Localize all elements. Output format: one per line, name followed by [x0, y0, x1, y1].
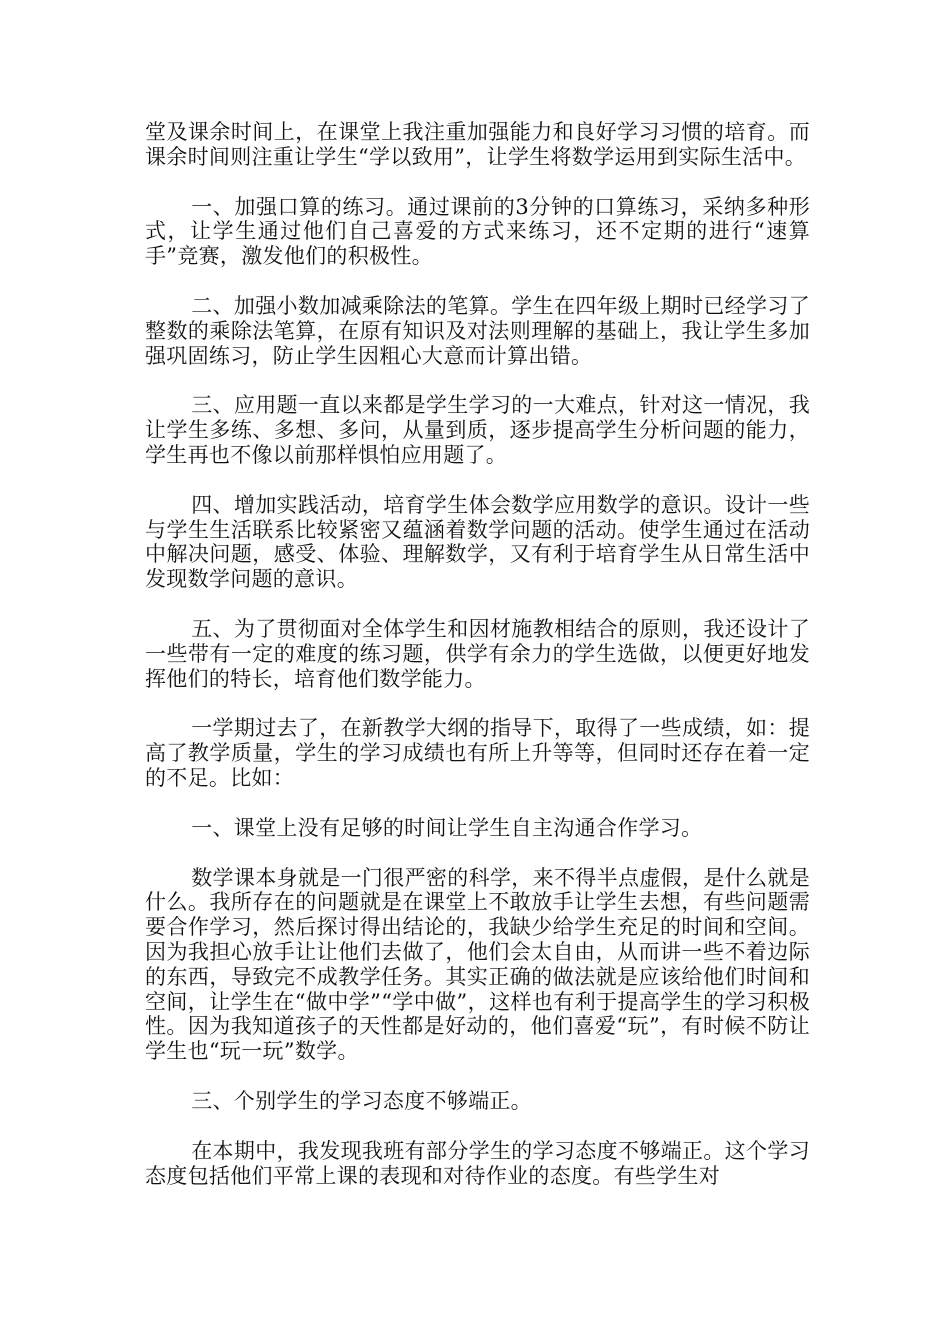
- paragraph-word-problems: 三、应用题一直以来都是学生学习的一大难点，针对这一情况，我让学生多练、多想、多问，从量到质，逐步提高学生分析问题的能力，学生再也不像以前那样惧怕应用题了。: [145, 393, 810, 467]
- paragraph-shortcoming-three: 三、个别学生的学习态度不够端正。: [191, 1088, 532, 1113]
- document-body: [145, 120, 810, 1212]
- paragraph-semester-summary: 一学期过去了，在新教学大纲的指导下，取得了一些成绩，如：提高了教学质量，学生的学习成绩也有所上升等等，但同时还存在着一定的不足。比如：: [145, 716, 810, 790]
- paragraph-continuation: 堂及课余时间上，在课堂上我注重加强能力和良好学习习惯的培育。而课余时间则注重让学生“学以致用”，让学生将数学运用到实际生活中。: [145, 120, 810, 169]
- paragraph-differentiated-teaching: 五、为了贯彻面对全体学生和因材施教相结合的原则，我还设计了一些带有一定的难度的练习题，供学有余力的学生选做，以便更好地发挥他们的特长，培育他们数学能力。: [145, 616, 810, 691]
- paragraph-practice-activities: 四、增加实践活动，培育学生体会数学应用数学的意识。设计一些与学生生活联系比较紧密又蕴涵着数学问题的活动。使学生通过在活动中解决问题，感受、体验、理解数学，又有利于培育学生从日常生活中发现数学问题的意识。: [145, 492, 810, 592]
- paragraph-written-calculation: 二、加强小数加减乘除法的笔算。学生在四年级上期时已经学习了整数的乘除法笔算，在原有知识及对法则理解的基础上，我让学生多加强巩固练习，防止学生因粗心大意而计算出错。: [145, 293, 810, 368]
- paragraph-learning-attitude: 在本期中，我发现我班有部分学生的学习态度不够端正。这个学习态度包括他们平常上课的表现和对待作业的态度。有些学生对: [145, 1138, 810, 1188]
- paragraph-oral-calculation: 一、加强口算的练习。通过课前的3分钟的口算练习，采纳多种形式，让学生通过他们自己喜爱的方式来练习，还不定期的进行“速算手”竞赛，激发他们的积极性。: [145, 194, 810, 269]
- paragraph-classroom-discussion: 数学课本身就是一门很严密的科学，来不得半点虚假，是什么就是什么。我所存在的问题就是在课堂上不敢放手让学生去想，有些问题需要合作学习，然后探讨得出结论的，我缺少给学生充足的时间和空间。因为我担心放手让让他们去做了，他们会太自由，从而讲一些不着边际的东西，导致完不成教学任务。其实正确的做法就是应该给他们时间和空间，让学生在“做中学”“学中做”，这样也有利于提高学生的学习积极性。因为我知道孩子的天性都是好动的，他们喜爱“玩”，有时候不防让学生也“玩一玩”数学。: [145, 865, 810, 1064]
- paragraph-shortcoming-one: 一、课堂上没有足够的时间让学生自主沟通合作学习。: [191, 815, 703, 840]
